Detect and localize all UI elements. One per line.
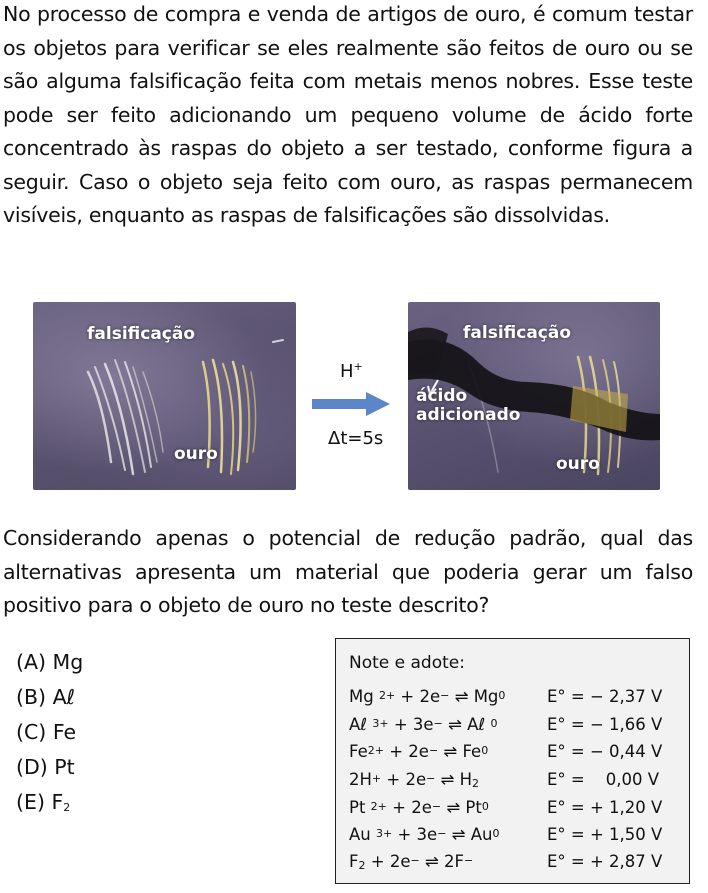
question-paragraph: Considerando apenas o potencial de redução padrão, qual das alternativas apresenta um material que poderia gerar um falso positivo para o objeto de ouro no teste descrito?: [3, 526, 693, 617]
answer-option[interactable]: [16, 785, 83, 820]
answer-option[interactable]: [16, 680, 83, 715]
reduction-potential: E° = + 2,87 V: [547, 852, 663, 871]
note-title: Note e adote:: [349, 653, 465, 673]
answer-option[interactable]: [16, 645, 83, 680]
reduction-potential: E° = − 2,37 V: [547, 687, 663, 706]
option-text: (C) Fe: [16, 720, 77, 744]
reagent-label: H+: [340, 360, 363, 382]
reduction-potential: E° = + 1,50 V: [547, 825, 663, 844]
reduction-potential: E° = − 1,66 V: [547, 715, 663, 734]
label-acid-added: ácido adicionado: [416, 386, 521, 425]
option-subscript: 2: [63, 801, 71, 814]
half-reaction: Mg $^{2+}$ + 2e− ⇌ Mg$^0$: [349, 687, 506, 706]
answer-option[interactable]: [16, 750, 83, 785]
half-reaction: Pt $^{2+}$ + 2e− ⇌ Pt$^0$: [349, 798, 489, 817]
half-reaction: $F_2 + 2e^-$ ⇌ 2F−: [349, 852, 474, 872]
right-arrow-icon: [310, 390, 394, 418]
intro-paragraph: No processo de compra e venda de artigos de ouro, é comum testar os objetos para verificar se eles realmente são feitos de ouro ou se são alguma falsificação feita com metais menos nobres. Esse teste pode ser feito adicionando um pequeno volume de ácido forte concentrado às raspas do objeto a ser testado, conforme figura a seguir. Caso o objeto seja feito com ouro, as raspas permanecem visíveis, enquanto as raspas de falsificações são dissolvidas.: [3, 2, 693, 227]
photo-after-acid: [408, 302, 660, 490]
option-text: (D) Pt: [16, 755, 75, 779]
option-text: (A) Mg: [16, 650, 84, 674]
half-reaction: 2H+ + 2e− ⇌ $H_2$: [349, 770, 480, 790]
reduction-potential: E° = 0,00 V: [547, 770, 659, 789]
note-box: [335, 638, 690, 884]
time-label: Δt=5s: [328, 428, 384, 449]
label-fake-after: falsificação: [463, 323, 572, 343]
reduction-potential: E° = + 1,20 V: [547, 798, 663, 817]
half-reaction: $Fe^{2+} + 2e^-$ ⇌ Fe$^0$: [349, 742, 489, 761]
answer-options: [16, 645, 83, 820]
label-fake-before: falsificação: [87, 324, 196, 344]
answer-option[interactable]: [16, 715, 83, 750]
reduction-potential: E° = − 0,44 V: [547, 742, 663, 761]
half-reaction: Aℓ $^{3+}$ + 3e− ⇌ Aℓ $^0$: [349, 715, 498, 734]
label-gold-after: ouro: [556, 454, 600, 474]
option-text: (B) Aℓ: [16, 685, 76, 709]
option-text: (E) F: [16, 790, 64, 814]
half-reaction: Au $^{3+}$ + 3e− ⇌ Au$^0$: [349, 825, 500, 844]
label-gold-before: ouro: [174, 444, 218, 464]
photo-before-acid: [33, 302, 296, 490]
